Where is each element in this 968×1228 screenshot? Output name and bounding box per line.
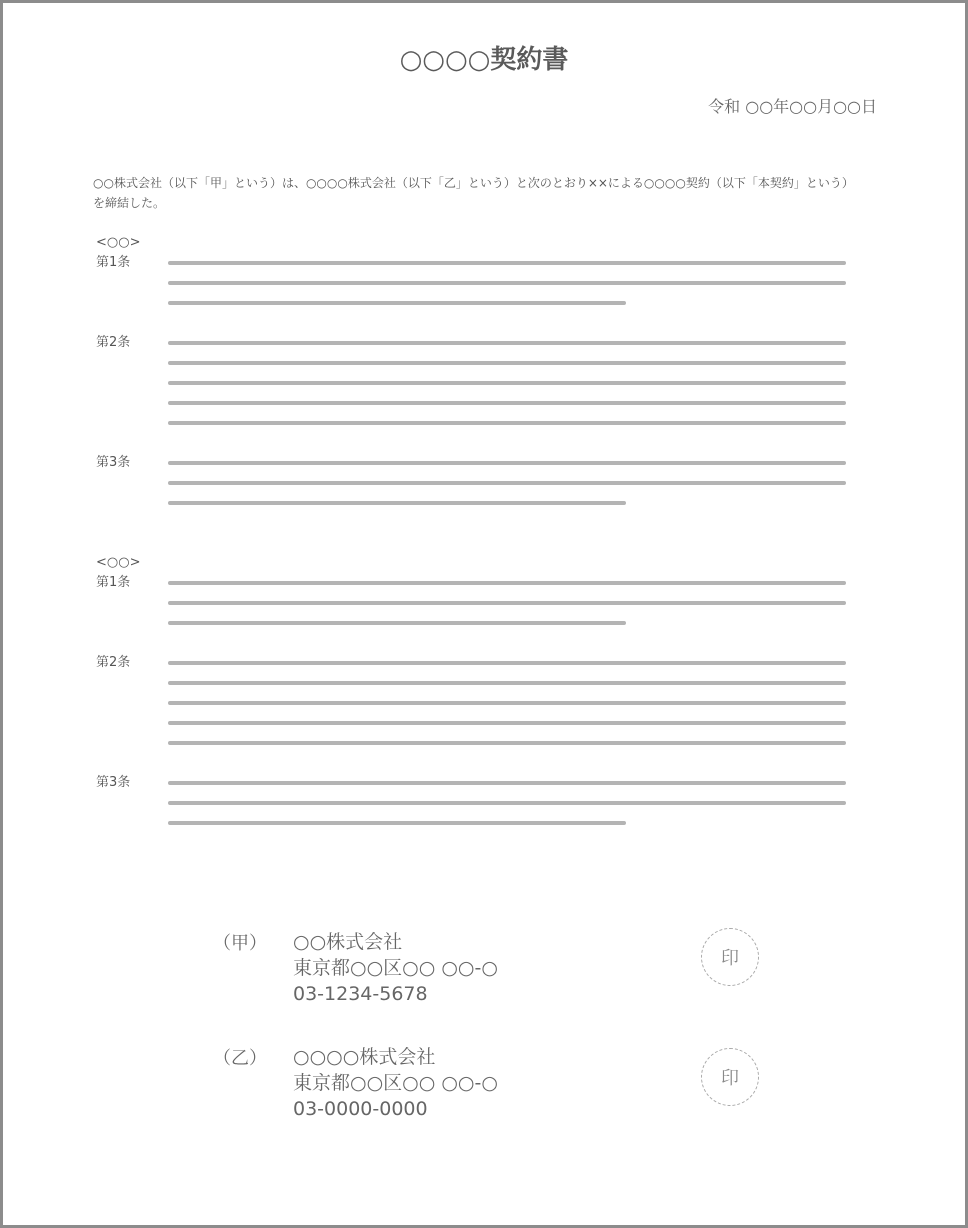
party-company: ○○株式会社	[293, 931, 403, 953]
text-placeholder-line	[168, 741, 846, 745]
document-date: 令和 ○○年○○月○○日	[708, 97, 877, 116]
text-placeholder-line	[168, 461, 846, 465]
article-label: 第3条	[96, 455, 131, 470]
party-kou	[213, 929, 773, 1019]
party-info	[293, 1044, 498, 1122]
text-placeholder-line	[168, 821, 626, 825]
text-placeholder-line	[168, 341, 846, 345]
party-company: ○○○○株式会社	[293, 1046, 436, 1068]
seal-stamp	[701, 928, 759, 986]
text-placeholder-line	[168, 501, 626, 505]
text-placeholder-line	[168, 421, 846, 425]
party-address: 東京都○○区○○ ○○-○	[293, 1072, 498, 1094]
section-2	[96, 553, 856, 853]
party-info	[293, 929, 498, 1007]
article-2	[96, 653, 856, 773]
text-placeholder-line	[168, 581, 846, 585]
text-placeholder-line	[168, 801, 846, 805]
section-heading: <○○>	[96, 555, 141, 570]
text-placeholder-line	[168, 361, 846, 365]
party-phone: 03-0000-0000	[293, 1098, 428, 1120]
text-placeholder-line	[168, 681, 846, 685]
article-label: 第1条	[96, 255, 131, 270]
document-title: ○○○○契約書	[399, 45, 569, 75]
text-placeholder-line	[168, 481, 846, 485]
text-placeholder-line	[168, 661, 846, 665]
article-label: 第3条	[96, 775, 131, 790]
section-1	[96, 233, 856, 533]
article-3	[96, 773, 856, 853]
intro-line-1: ○○株式会社（以下「甲」という）は、○○○○株式会社（以下「乙」という）と次のとおり××による○○○○契約（以下「本契約」という）	[93, 176, 854, 190]
article-3	[96, 453, 856, 533]
text-placeholder-line	[168, 281, 846, 285]
text-placeholder-line	[168, 301, 626, 305]
seal-label: 印	[721, 1068, 739, 1089]
party-label: （乙）	[213, 1048, 267, 1069]
text-placeholder-line	[168, 261, 846, 265]
text-placeholder-line	[168, 381, 846, 385]
section-heading: <○○>	[96, 235, 141, 250]
article-label: 第2条	[96, 655, 131, 670]
text-placeholder-line	[168, 781, 846, 785]
text-placeholder-line	[168, 401, 846, 405]
text-placeholder-line	[168, 721, 846, 725]
text-placeholder-line	[168, 621, 626, 625]
text-placeholder-line	[168, 701, 846, 705]
article-label: 第1条	[96, 575, 131, 590]
article-1	[96, 573, 856, 653]
article-label: 第2条	[96, 335, 131, 350]
seal-label: 印	[721, 948, 739, 969]
party-address: 東京都○○区○○ ○○-○	[293, 957, 498, 979]
seal-stamp	[701, 1048, 759, 1106]
text-placeholder-line	[168, 601, 846, 605]
party-phone: 03-1234-5678	[293, 983, 428, 1005]
article-1	[96, 253, 856, 333]
article-2	[96, 333, 856, 453]
intro-paragraph	[93, 173, 883, 213]
intro-line-2: を締結した。	[93, 196, 166, 210]
party-otsu	[213, 1044, 773, 1134]
party-label: （甲）	[213, 933, 267, 954]
